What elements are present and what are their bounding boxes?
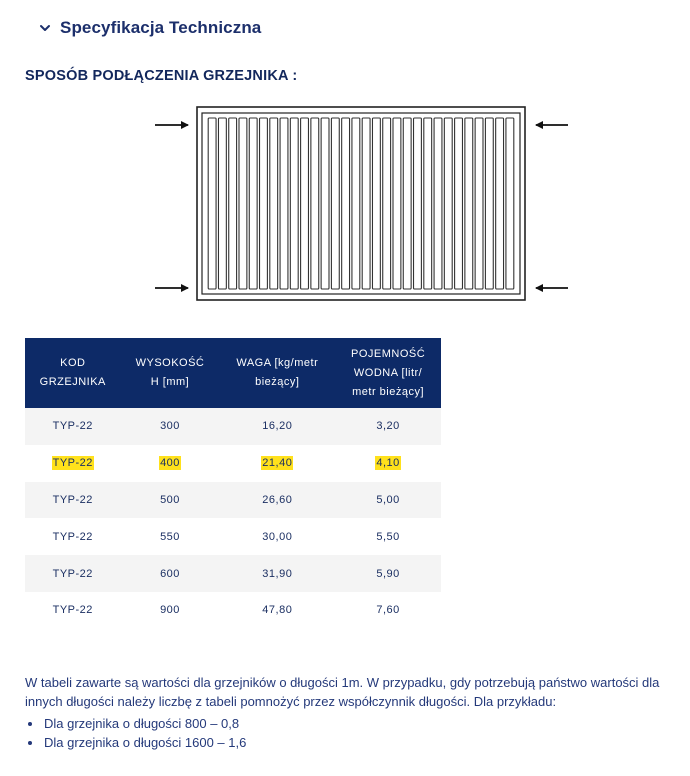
cell-capacity: 7,60	[376, 604, 400, 617]
radiator-connection-diagram	[150, 100, 580, 310]
cell-code	[25, 445, 121, 482]
cell-weight: 16,20	[219, 408, 335, 445]
radiator-fin	[311, 118, 319, 289]
highlighted-text: 400	[160, 457, 180, 470]
list-item: Dla grzejnika o długości 1600 – 1,6	[25, 733, 246, 752]
radiator-fin	[414, 118, 422, 289]
radiator-fin	[208, 118, 216, 289]
header-weight: WAGA [kg/metr bieżący]	[219, 338, 335, 408]
radiator-fin	[465, 118, 473, 289]
connection-title: SPOSÓB PODŁĄCZENIA GRZEJNIKA :	[25, 68, 298, 84]
examples-list	[25, 714, 246, 752]
cell-capacity: 5,00	[335, 482, 441, 519]
table-row	[25, 408, 441, 445]
radiator-fin	[372, 118, 380, 289]
radiator-fin	[393, 118, 401, 289]
highlighted-text: TYP-22	[52, 457, 93, 470]
table-row	[25, 518, 441, 555]
header-height: WYSOKOŚĆ H [mm]	[121, 338, 220, 408]
table-header-row	[25, 338, 441, 408]
cell-capacity	[335, 445, 441, 482]
cell-code: TYP-22	[25, 408, 121, 445]
spec-section-title: Specyfikacja Techniczna	[60, 18, 262, 37]
highlighted-text: 21,40	[262, 457, 293, 470]
cell-weight: 30,00	[262, 530, 293, 543]
radiator-fin	[321, 118, 329, 289]
length-note: W tabeli zawarte są wartości dla grzejników o długości 1m. W przypadku, gdy potrzebują państwo wartości dla innych długości należy liczbę z tabeli pomnożyć przez współczynnik długości. Dla przykładu:	[25, 675, 660, 709]
radiator-fin	[229, 118, 237, 289]
cell-height	[121, 445, 220, 482]
cell-weight	[219, 445, 335, 482]
radiator-fin	[218, 118, 226, 289]
table-row	[25, 592, 441, 629]
highlighted-text: 4,10	[376, 457, 400, 470]
radiator-fin	[331, 118, 339, 289]
radiator-fin	[352, 118, 360, 289]
radiator-fin	[485, 118, 493, 289]
cell-code: TYP-22	[25, 555, 121, 592]
list-item: Dla grzejnika o długości 800 – 0,8	[25, 714, 246, 733]
header-code: KOD GRZEJNIKA	[25, 338, 121, 408]
cell-weight: 47,80	[262, 604, 293, 617]
cell-capacity: 5,90	[335, 555, 441, 592]
cell-code: TYP-22	[25, 482, 121, 519]
radiator-fin	[301, 118, 309, 289]
radiator-icon	[197, 107, 525, 300]
table-row	[25, 482, 441, 519]
radiator-fin	[496, 118, 504, 289]
radiator-fin	[362, 118, 370, 289]
cell-weight: 31,90	[219, 555, 335, 592]
radiator-fin	[260, 118, 268, 289]
radiator-fin	[290, 118, 298, 289]
cell-height: 900	[160, 604, 180, 617]
radiator-fin	[455, 118, 463, 289]
cell-code: TYP-22	[52, 530, 93, 543]
chevron-down-icon	[38, 21, 52, 35]
radiator-fin	[239, 118, 247, 289]
cell-height: 300	[121, 408, 220, 445]
spec-section-toggle[interactable]	[38, 18, 261, 38]
radiator-fin	[434, 118, 442, 289]
cell-height: 500	[121, 482, 220, 519]
radiator-fin	[424, 118, 432, 289]
radiator-fin	[383, 118, 391, 289]
table-row	[25, 555, 441, 592]
cell-height: 550	[160, 530, 180, 543]
cell-capacity: 5,50	[376, 530, 400, 543]
cell-height: 600	[121, 555, 220, 592]
radiator-fin	[403, 118, 411, 289]
radiator-fin	[280, 118, 288, 289]
table-row-highlighted	[25, 445, 441, 482]
cell-code: TYP-22	[52, 604, 93, 617]
cell-capacity: 3,20	[335, 408, 441, 445]
radiator-fin	[506, 118, 514, 289]
header-capacity: POJEMNOŚĆ WODNA [litr/ metr bieżący]	[335, 338, 441, 408]
radiator-fin	[342, 118, 350, 289]
radiator-fin	[444, 118, 452, 289]
radiator-fin	[249, 118, 257, 289]
radiator-fin	[475, 118, 483, 289]
radiator-fin	[270, 118, 278, 289]
spec-table	[25, 338, 441, 629]
cell-weight: 26,60	[219, 482, 335, 519]
